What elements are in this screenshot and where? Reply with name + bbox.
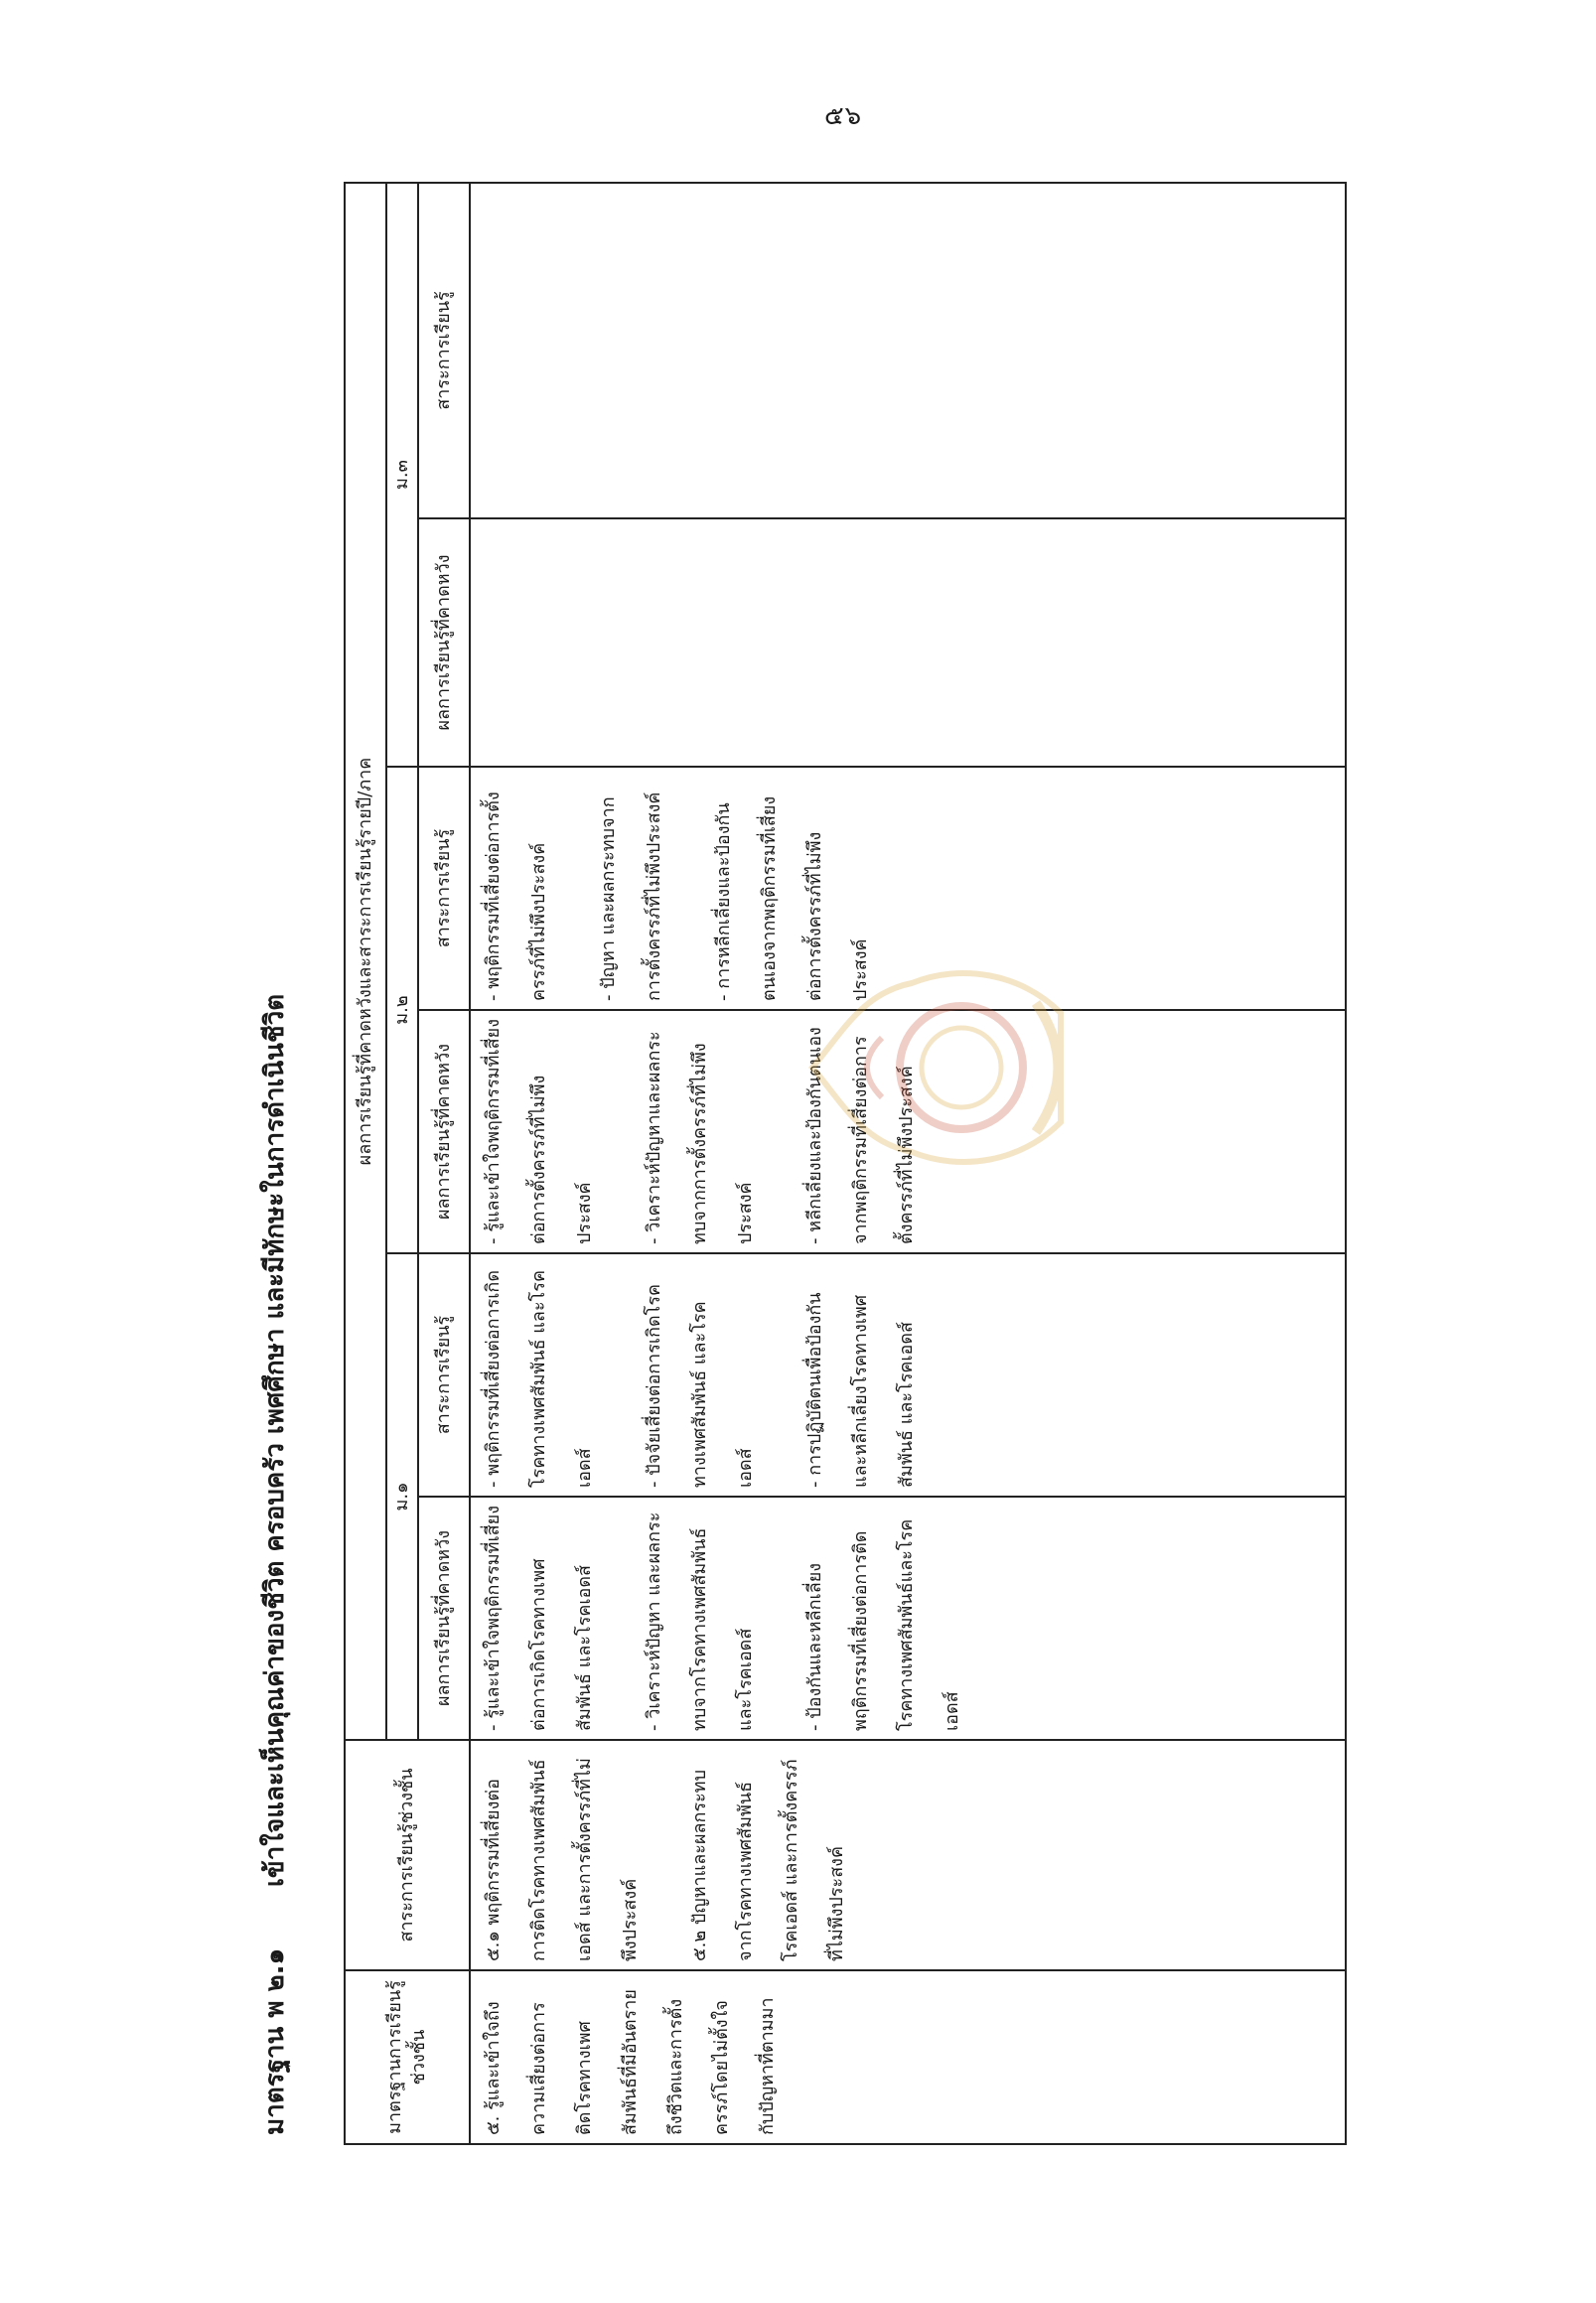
m2-expected-item: - วิเคราะห์ปัญหาและผลกระทบจากการตั้งครรภ์ที่ไม่พึงประสงค์ <box>644 1031 756 1244</box>
m1-content-item: - พฤติกรรมที่เสี่ยงต่อการเกิดโรคทางเพศสัมพันธ์ และโรคเอดส์ <box>483 1269 595 1488</box>
header-m1-expected: ผลการเรียนรู้ที่คาดหวัง <box>418 1497 470 1740</box>
header-m1-content: สาระการเรียนรู้ <box>418 1253 470 1497</box>
cell-m2-content <box>470 767 1346 1010</box>
cell-m1-content <box>470 1253 1346 1497</box>
m1-content-item: - การปฏิบัติตนเพื่อป้องกัน และหลีกเลี่ยงโรคทางเพศสัมพันธ์ และโรคเอดส์ <box>804 1292 917 1488</box>
cell-content-items <box>470 1740 1346 1970</box>
m1-expected-item: - รู้และเข้าใจพฤติกรรมที่เสี่ยงต่อการเกิดโรคทางเพศสัมพันธ์ และโรคเอดส์ <box>483 1506 595 1731</box>
m2-content-item: - ปัญหา และผลกระทบจากการตั้งครรภ์ที่ไม่พึงประสงค์ <box>598 792 664 1001</box>
page-number: ๕๖ <box>824 101 863 131</box>
header-m2-content: สาระการเรียนรู้ <box>418 767 470 1010</box>
header-m3-expected: ผลการเรียนรู้ที่คาดหวัง <box>418 518 470 767</box>
cell-m3-content <box>470 183 1346 518</box>
m2-content-item: - พฤติกรรมที่เสี่ยงต่อการตั้งครรภ์ที่ไม่พึงประสงค์ <box>483 792 549 1001</box>
page-heading <box>236 179 296 2145</box>
curriculum-table-frame <box>344 184 1347 2145</box>
curriculum-table <box>344 182 1347 2145</box>
header-m3-content: สาระการเรียนรู้ <box>418 183 470 518</box>
m1-content-item: - ปัจจัยเสี่ยงต่อการเกิดโรคทางเพศสัมพันธ์ และโรคเอดส์ <box>644 1283 756 1488</box>
content-item: ๕.๑ พฤติกรรมที่เสี่ยงต่อการติดโรคทางเพศสัมพันธ์ เอดส์ และการตั้งครรภ์ที่ไม่พึงประสงค์ <box>483 1758 641 1961</box>
header-standard: มาตรฐานการเรียนรู้ช่วงชั้น <box>345 1970 470 2144</box>
cell-m3-expected <box>470 518 1346 767</box>
cell-standard <box>470 1970 1346 2144</box>
standard-text: ๕. รู้และเข้าใจถึงความเสี่ยงต่อการติดโรคทางเพศสัมพันธ์ที่มีอันตรายถึงชีวิตและการตั้งครรภ์โดยไม่ตั้งใจกับปัญหาที่ตามมา <box>483 1989 778 2135</box>
header-grade-m2: ม.๒ <box>386 767 418 1253</box>
header-m2-expected: ผลการเรียนรู้ที่คาดหวัง <box>418 1010 470 1253</box>
rotated-page-content <box>236 159 1388 2145</box>
cell-m1-expected <box>470 1497 1346 1740</box>
m2-expected-item: - หลีกเลี่ยงและป้องกันตนเองจากพฤติกรรมที่เสี่ยงต่อการตั้งครรภ์ที่ไม่พึงประสงค์ <box>804 1027 917 1244</box>
header-grade-m1: ม.๑ <box>386 1253 418 1740</box>
m1-expected-item: - วิเคราะห์ปัญหา และผลกระทบจากโรคทางเพศสัมพันธ์ และโรคเอดส์ <box>644 1511 756 1731</box>
header-content: สาระการเรียนรู้ช่วงชั้น <box>345 1740 470 1970</box>
m2-expected-item: - รู้และเข้าใจพฤติกรรมที่เสี่ยงต่อการตั้งครรภ์ที่ไม่พึงประสงค์ <box>483 1019 595 1244</box>
header-grade-m3: ม.๓ <box>386 183 418 767</box>
m1-expected-item: - ป้องกันและหลีกเลี่ยงพฤติกรรมที่เสี่ยงต่อการติดโรคทางเพศสัมพันธ์และโรคเอดส์ <box>804 1518 962 1731</box>
standard-description: เข้าใจและเห็นคุณค่าของชีวิต ครอบครัว เพศศึกษา และมีทักษะในการดำเนินชีวิต <box>260 993 290 1887</box>
table-body-row <box>470 183 1346 2144</box>
m2-content-item: - การหลีกเลี่ยงและป้องกันตนเองจากพฤติกรรมที่เสี่ยงต่อการตั้งครรภ์ที่ไม่พึงประสงค์ <box>713 795 871 1001</box>
content-item: ๕.๒ ปัญหาและผลกระทบจากโรคทางเพศสัมพันธ์ โรคเอดส์ และการตั้งครรภ์ที่ไม่พึงประสงค์ <box>689 1759 847 1961</box>
cell-m2-expected <box>470 1010 1346 1253</box>
standard-code: มาตรฐาน พ ๒.๑ <box>260 1947 290 2135</box>
header-yearly-group: ผลการเรียนรู้ที่คาดหวังและสาระการเรียนรู้รายปี/ภาค <box>345 183 386 1740</box>
